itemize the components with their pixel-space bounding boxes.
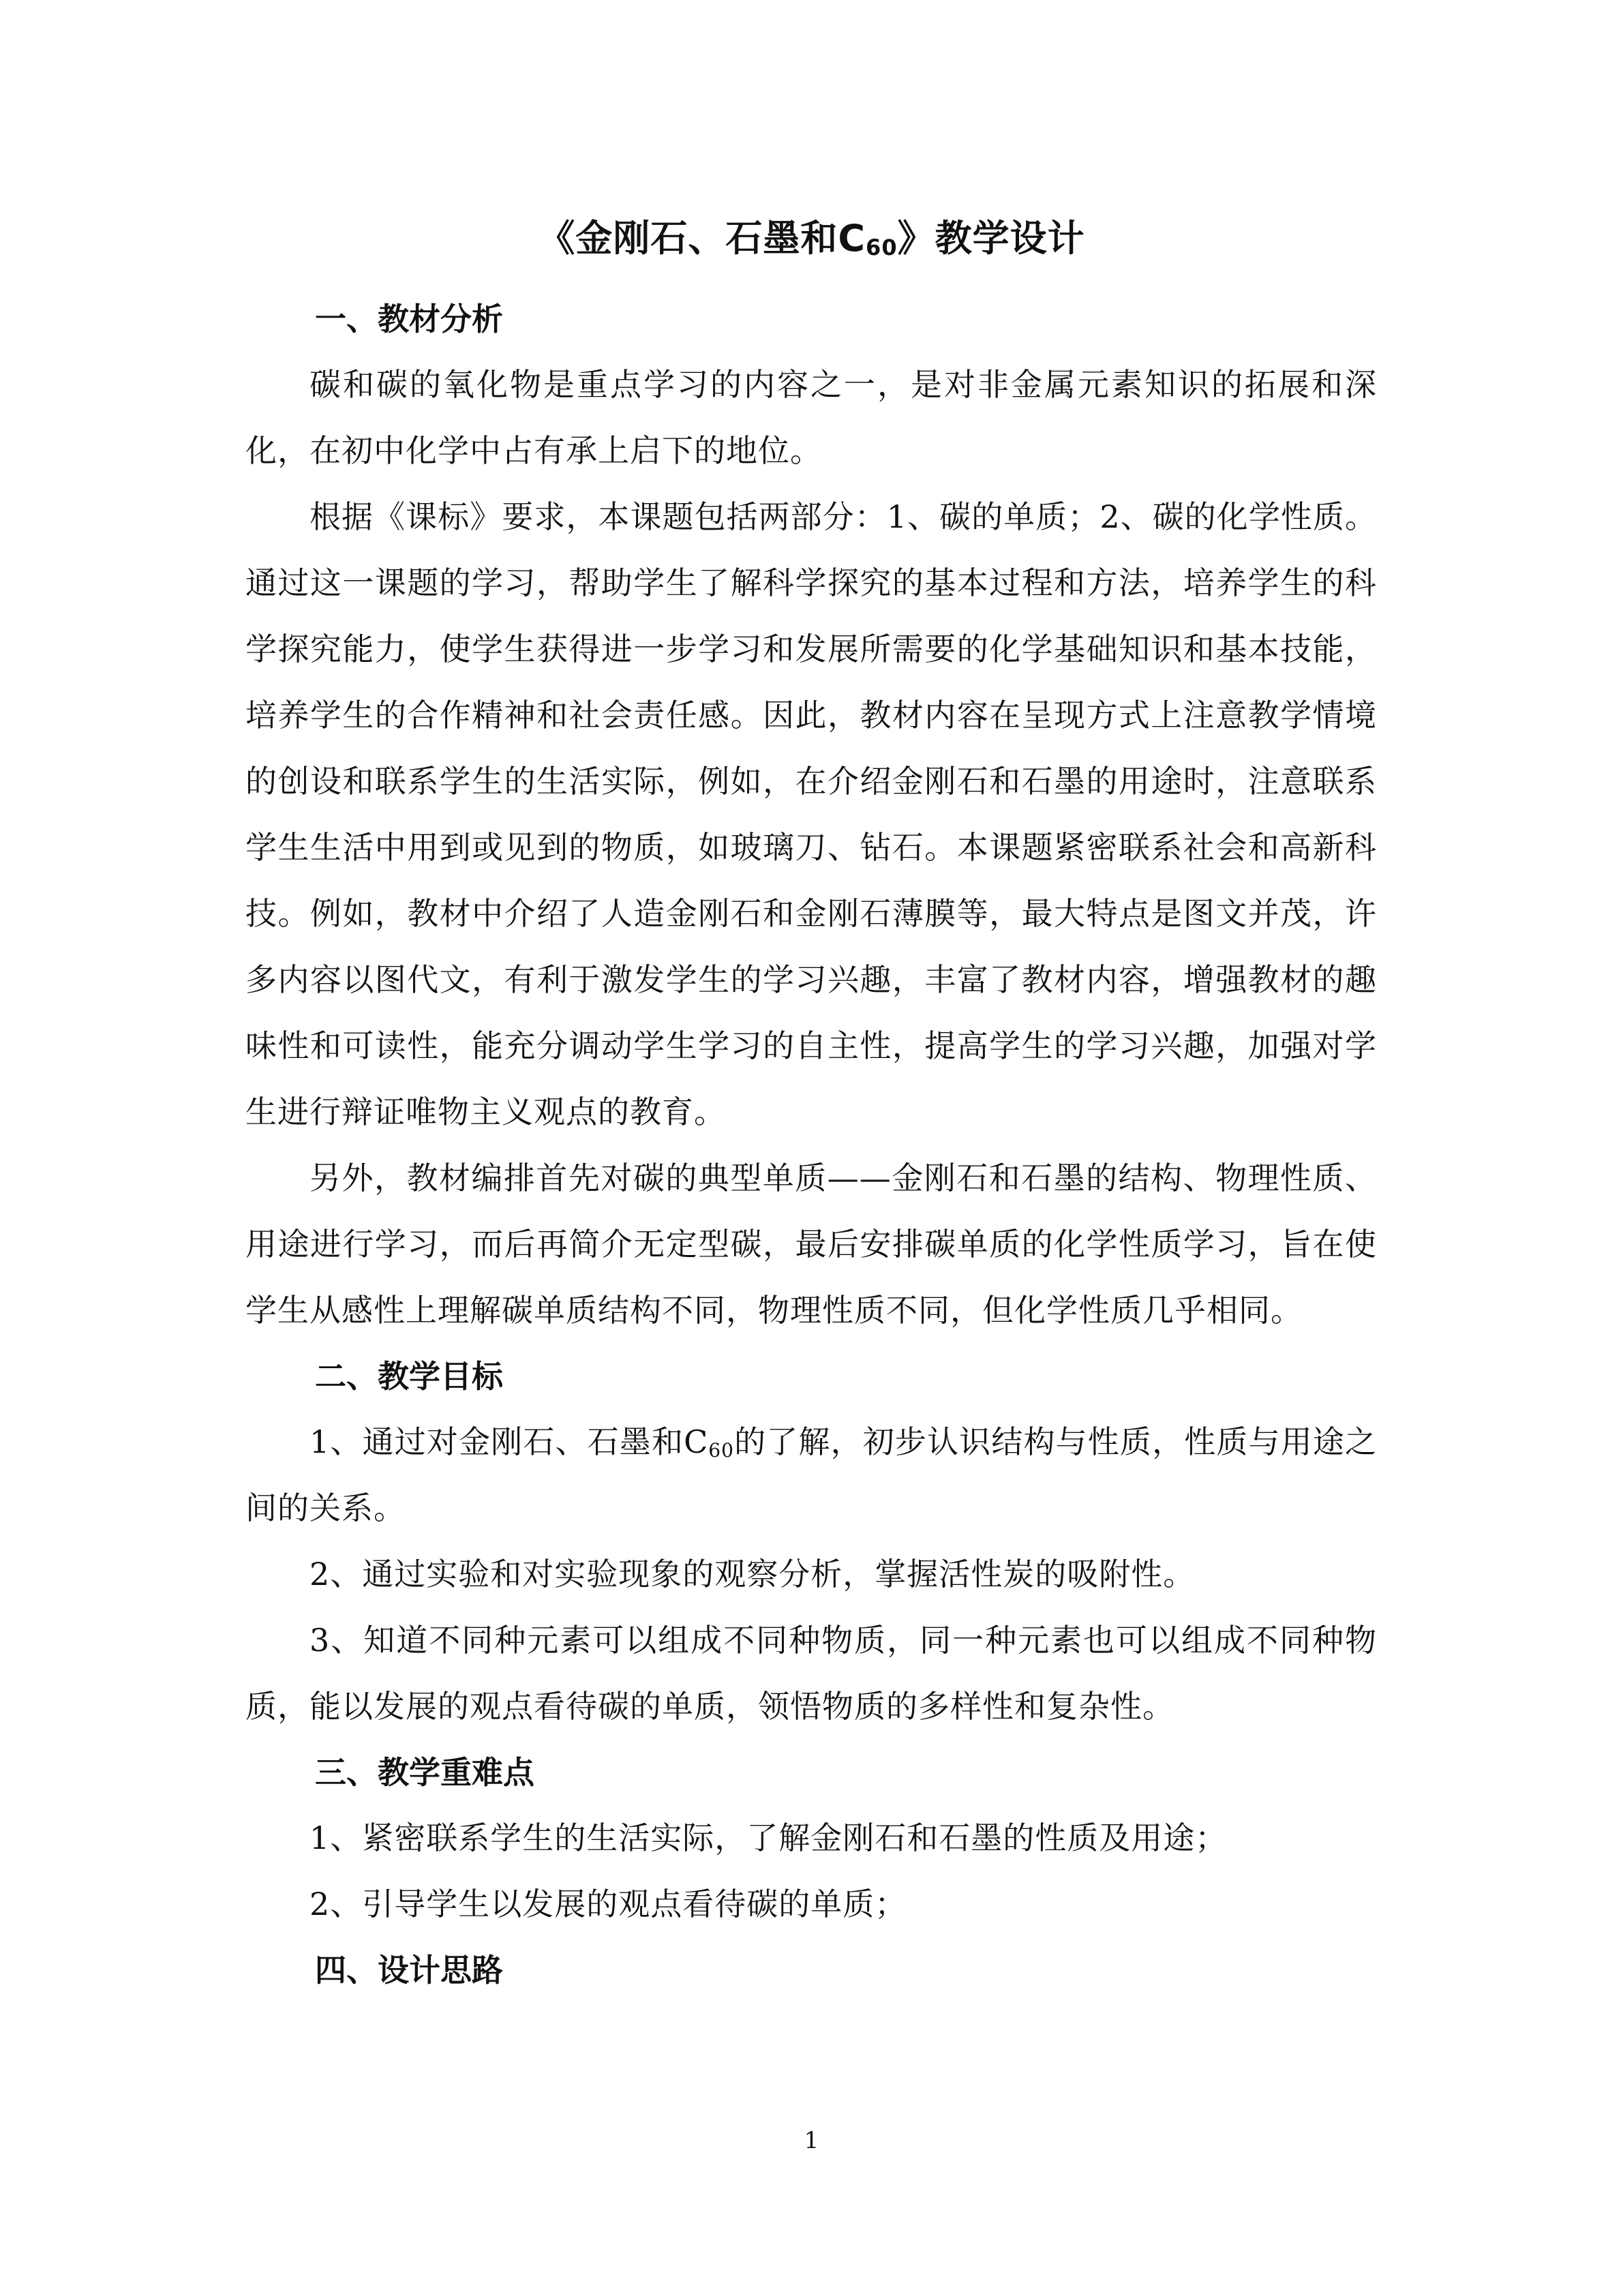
paragraph: 2、通过实验和对实验现象的观察分析，掌握活性炭的吸附性。 [309, 1556, 1196, 1592]
document-body [245, 286, 1377, 2003]
title-end: 》教学设计 [897, 217, 1085, 260]
objective-1-subscript: 60 [708, 1439, 734, 1462]
title-subscript: 60 [866, 235, 898, 260]
paragraph: 根据《课标》要求，本课题包括两部分：1、碳的单质；2、碳的化学性质。通过这一课题的学习，帮助学生了解科学探究的基本过程和方法，培养学生的科学探究能力，使学生获得进一步学习和发展所需要的化学基础知识和基本技能，培养学生的合作精神和社会责任感。因此，教材内容在呈现方式上注意教学情境的创设和联系学生的生活实际，例如，在介绍金刚石和石墨的用途时，注意联系学生生活中用到或见到的物质，如玻璃刀、钻石。本课题紧密联系社会和高新科技。例如，教材中介绍了人造金刚石和金刚石薄膜等，最大特点是图文并茂，许多内容以图代文，有利于激发学生的学习兴趣，丰富了教材内容，增强教材的趣味性和可读性，能充分调动学生学习的自主性，提高学生的学习兴趣，加强对学生进行辩证唯物主义观点的教育。 [245, 498, 1377, 1130]
page-number: 1 [804, 2127, 819, 2154]
document-title [0, 213, 1623, 265]
section-heading-key-points: 三、教学重难点 [315, 1754, 534, 1791]
paragraph: 碳和碳的氧化物是重点学习的内容之一，是对非金属元素知识的拓展和深化，在初中化学中占有承上启下的地位。 [245, 366, 1377, 469]
section-heading-objectives: 二、教学目标 [315, 1358, 503, 1395]
section-heading-materials: 一、教材分析 [315, 301, 503, 337]
paragraph: 1、紧密联系学生的生活实际，了解金刚石和石墨的性质及用途； [309, 1819, 1228, 1856]
section-heading-design: 四、设计思路 [315, 1952, 503, 1989]
paragraph [245, 1409, 1377, 1541]
objective-1-text-a: 1、通过对金刚石、石墨和C [309, 1423, 709, 1460]
paragraph: 3、知道不同种元素可以组成不同种物质，同一种元素也可以组成不同种物质，能以发展的观点看待碳的单质，领悟物质的多样性和复杂性。 [245, 1622, 1377, 1725]
paragraph: 另外，教材编排首先对碳的典型单质——金刚石和石墨的结构、物理性质、用途进行学习，而后再简介无定型碳，最后安排碳单质的化学性质学习，旨在使学生从感性上理解碳单质结构不同，物理性质不同，但化学性质几乎相同。 [245, 1160, 1377, 1329]
paragraph: 2、引导学生以发展的观点看待碳的单质； [309, 1886, 907, 1922]
objective-1-text-b: 的了解，初步认识结构与性质，性质与用途之间的关系。 [245, 1423, 1377, 1526]
title-main: 《金刚石、石墨和C [538, 217, 866, 260]
